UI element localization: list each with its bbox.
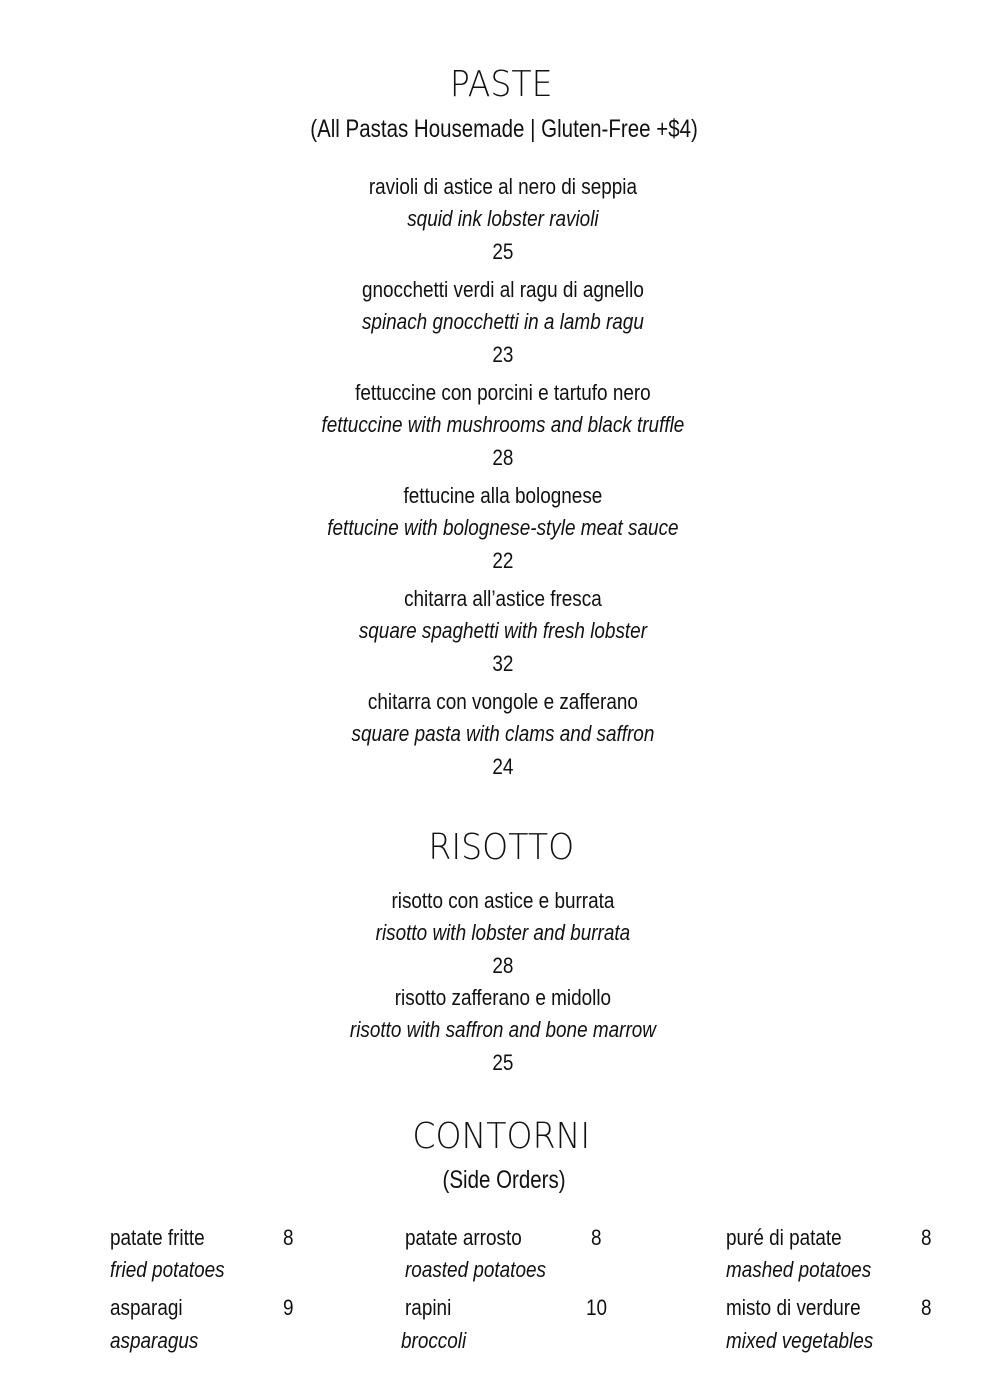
side-item-description: asparagus [110,1328,199,1353]
menu-item-price: 24 [492,754,514,779]
side-item-price: 8 [591,1225,602,1250]
menu-item-description: square pasta with clams and saffron [351,721,655,746]
menu-item-name: chitarra all’astice fresca [404,586,602,611]
menu-item-description: spinach gnocchetti in a lamb ragu [361,309,644,334]
menu-item-price: 22 [492,548,514,573]
menu-item-price: 25 [492,239,514,264]
menu-item-description: squid ink lobster ravioli [407,206,599,231]
menu-item-price: 28 [492,953,514,978]
side-item-name: asparagi [110,1295,183,1320]
contorni-subtitle: (Side Orders) [442,1166,566,1194]
menu-item-price: 25 [492,1050,514,1075]
menu-item-price: 28 [492,445,514,470]
menu-item-description: risotto with saffron and bone marrow [349,1017,656,1042]
side-item-description: roasted potatoes [405,1257,546,1282]
menu-item-name: ravioli di astice al nero di seppia [368,174,638,199]
side-item-description: mixed vegetables [726,1328,874,1353]
side-item-name: patate arrosto [405,1225,522,1250]
menu-item-price: 32 [492,651,514,676]
menu-item-description: fettuccine with mushrooms and black truffle [321,412,685,437]
menu-item-name: chitarra con vongole e zafferano [367,689,638,714]
side-item-price: 10 [586,1295,608,1320]
menu-item-name: fettuccine con porcini e tartufo nero [355,380,651,405]
side-item-name: rapini [405,1295,452,1320]
risotto-heading: RISOTTO [428,827,575,868]
side-item-price: 8 [921,1295,932,1320]
side-item-description: broccoli [401,1328,467,1353]
menu-item-name: gnocchetti verdi al ragu di agnello [361,277,644,302]
menu-item-description: risotto with lobster and burrata [375,920,631,945]
menu-item-description: square spaghetti with fresh lobster [358,618,647,643]
side-item-name: puré di patate [726,1225,842,1250]
side-item-name: misto di verdure [726,1295,861,1320]
side-item-price: 9 [283,1295,294,1320]
side-item-price: 8 [283,1225,294,1250]
menu-item-name: risotto con astice e burrata [391,888,615,913]
menu-item-name: fettucine alla bolognese [403,483,603,508]
side-item-description: fried potatoes [110,1257,225,1282]
side-item-description: mashed potatoes [726,1257,872,1282]
side-item-price: 8 [921,1225,932,1250]
paste-subtitle: (All Pastas Housemade | Gluten-Free +$4) [310,115,698,143]
menu-item-price: 23 [492,342,514,367]
menu-item-name: risotto zafferano e midollo [394,985,612,1010]
side-item-name: patate fritte [110,1225,205,1250]
contorni-heading: CONTORNI [412,1116,591,1157]
paste-heading: PASTE [449,64,553,105]
menu-item-description: fettucine with bolognese-style meat sauce [327,515,679,540]
